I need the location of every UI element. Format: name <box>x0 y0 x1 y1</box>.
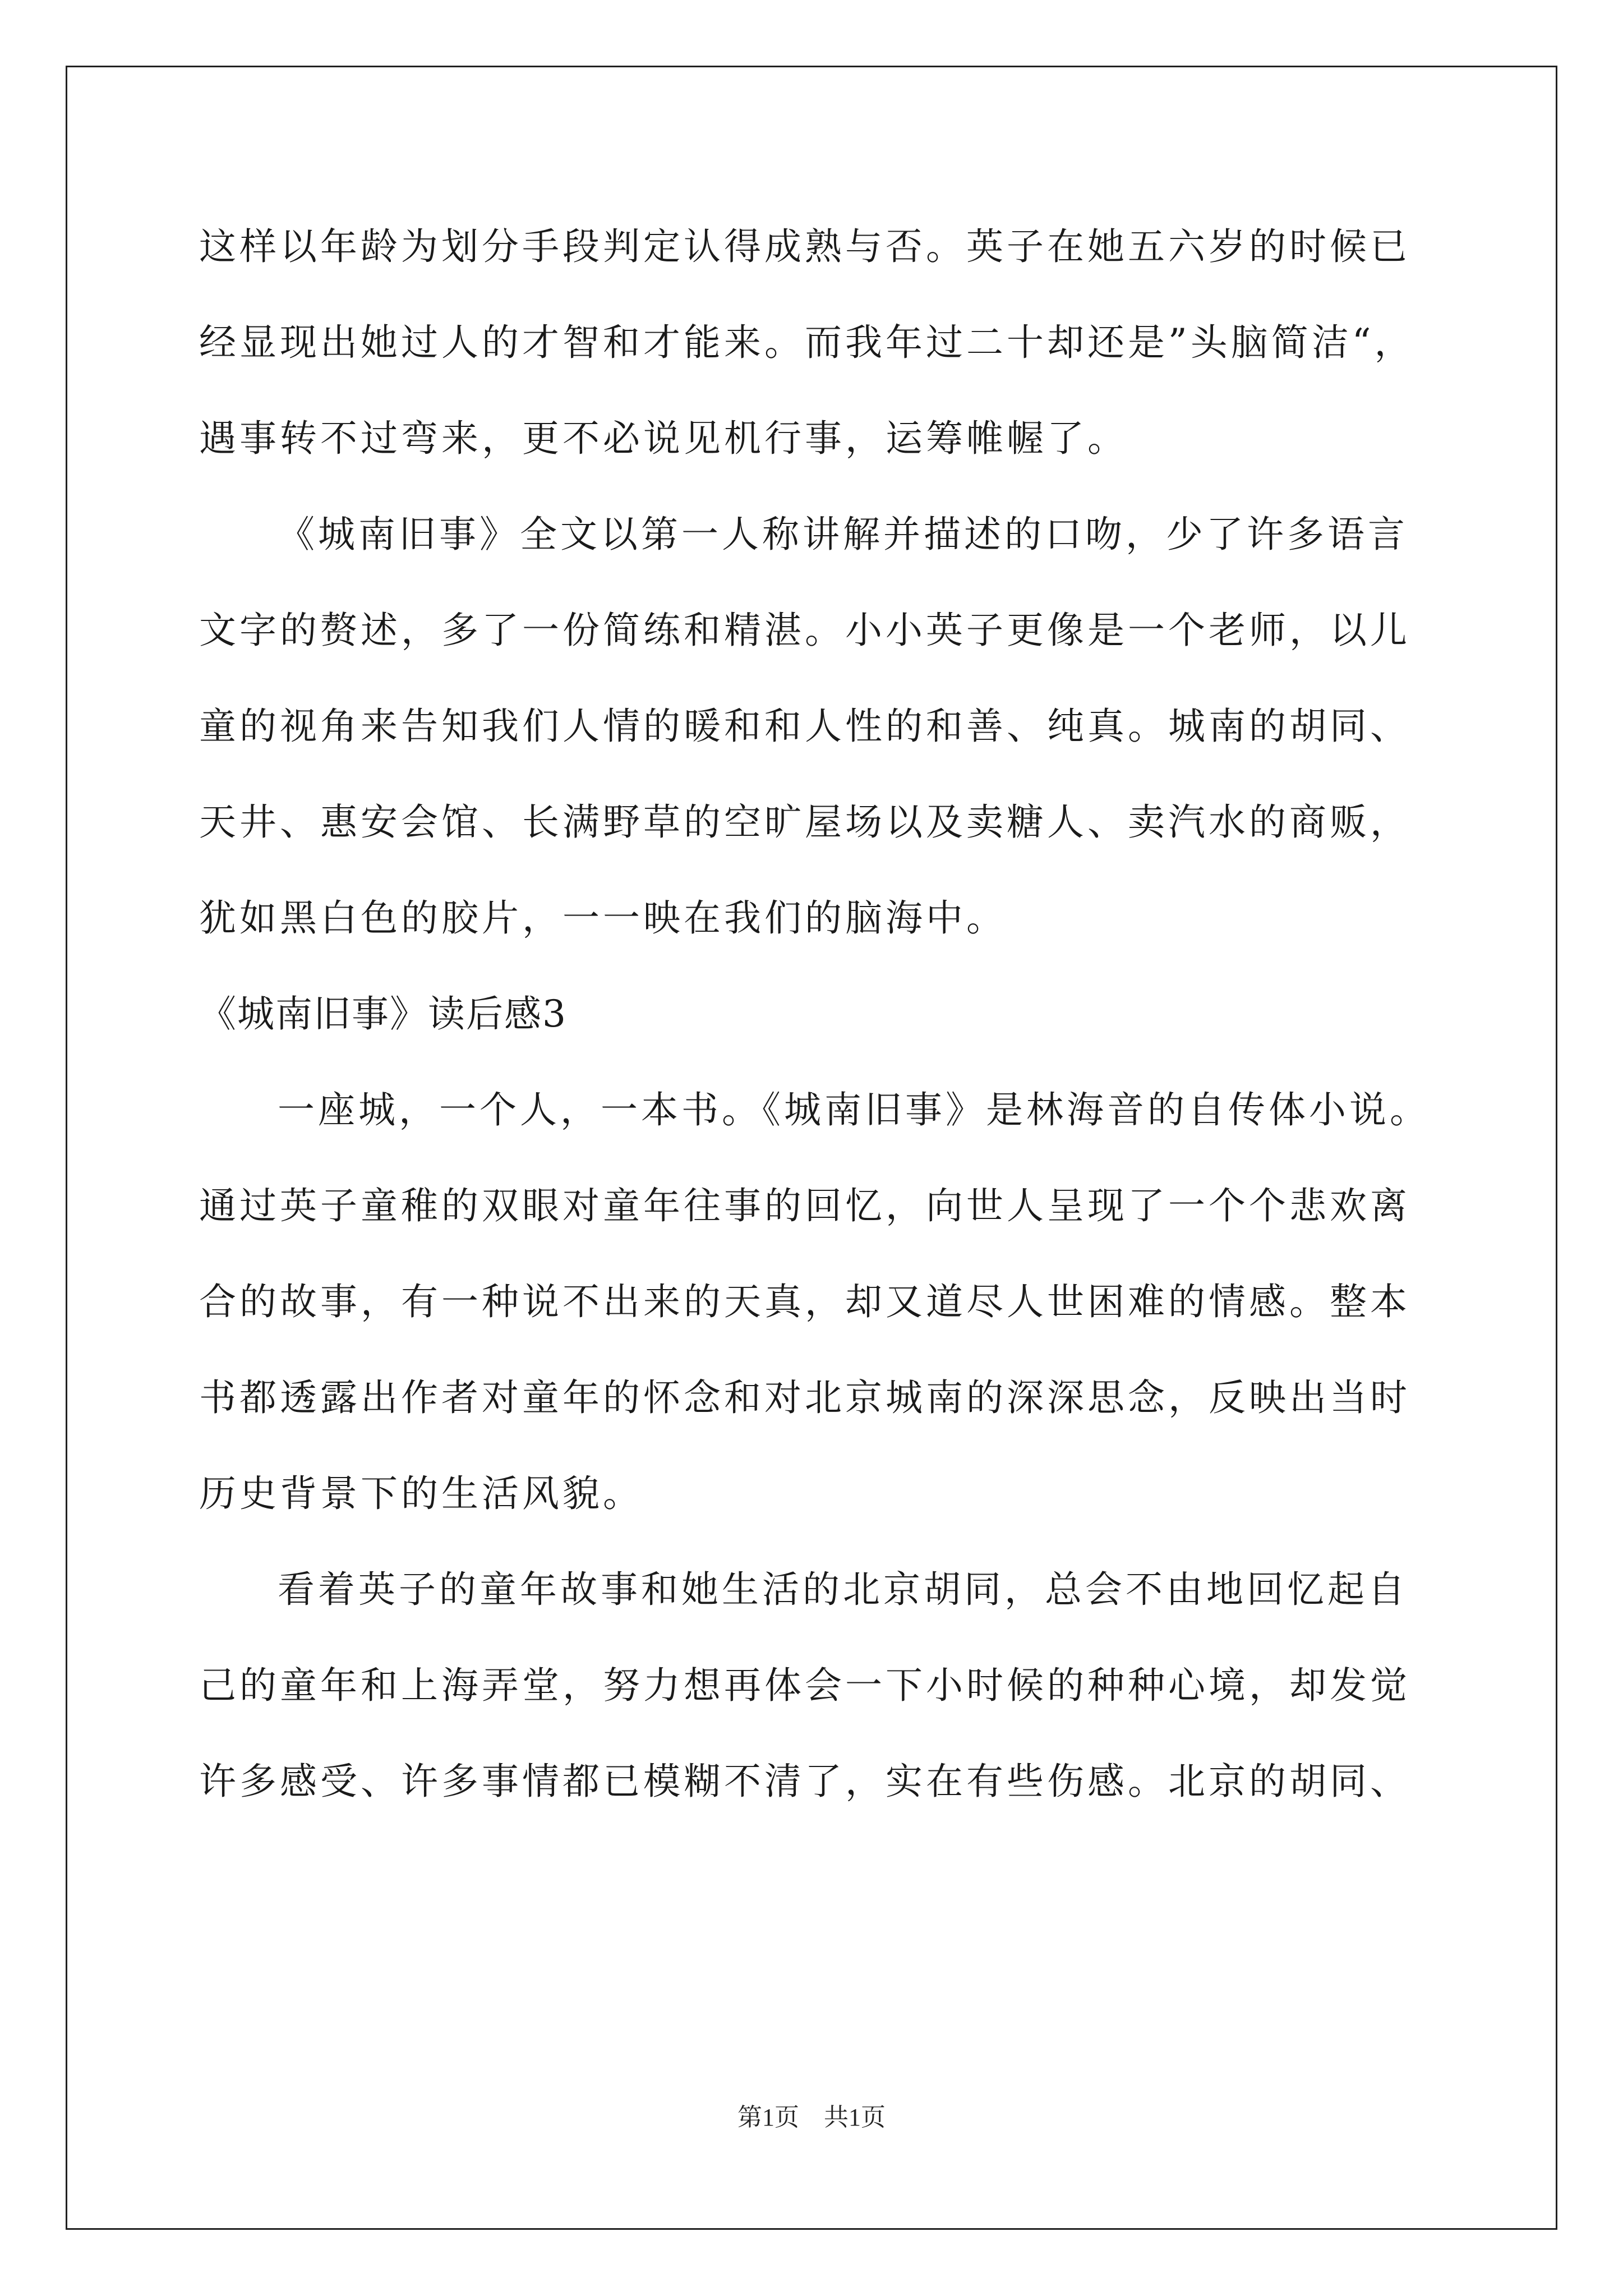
text-line: 许多感受、许多事情都已模糊不清了，实在有些伤感。北京的胡同、 <box>199 1760 1410 1803</box>
text-line: 合的故事，有一种说不出来的天真，却又道尽人世困难的情感。整本 <box>199 1280 1410 1323</box>
text-line: 书都透露出作者对童年的怀念和对北京城南的深深思念，反映出当时 <box>199 1376 1410 1419</box>
section-heading: 《城南旧事》读后感3 <box>199 992 567 1036</box>
text-line: 历史背景下的生活风貌。 <box>199 1472 643 1515</box>
text-line: 己的童年和上海弄堂，努力想再体会一下小时候的种种心境，却发觉 <box>199 1664 1410 1707</box>
page-footer <box>0 2101 1623 2134</box>
text-line: 犹如黑白色的胶片，一一映在我们的脑海中。 <box>199 896 1007 940</box>
text-line: 看着英子的童年故事和她生活的北京胡同，总会不由地回忆起自 <box>278 1568 1408 1611</box>
page-total: 共1页 <box>824 2104 886 2131</box>
text-line: 遇事转不过弯来，更不必说见机行事，运筹帷幄了。 <box>199 417 1128 460</box>
page-number: 第1页 <box>737 2104 799 2131</box>
text-line: 天井、惠安会馆、长满野草的空旷屋场以及卖糖人、卖汽水的商贩， <box>199 800 1410 844</box>
text-line: 童的视角来告知我们人情的暖和和人性的和善、纯真。城南的胡同、 <box>199 705 1410 748</box>
document-body <box>199 216 1430 1847</box>
text-line: 《城南旧事》全文以第一人称讲解并描述的口吻，少了许多语言 <box>278 513 1408 556</box>
text-line: 一座城，一个人，一本书。《城南旧事》是林海音的自传体小说。 <box>278 1088 1430 1131</box>
text-line: 文字的赘述，多了一份简练和精湛。小小英子更像是一个老师，以儿 <box>199 609 1410 652</box>
text-line: 这样以年龄为划分手段判定认得成熟与否。英子在她五六岁的时候已 <box>199 225 1410 268</box>
text-line: 经显现出她过人的才智和才能来。而我年过二十却还是”头脑简洁“， <box>199 321 1415 364</box>
text-line: 通过英子童稚的双眼对童年往事的回忆，向世人呈现了一个个悲欢离 <box>199 1184 1410 1227</box>
